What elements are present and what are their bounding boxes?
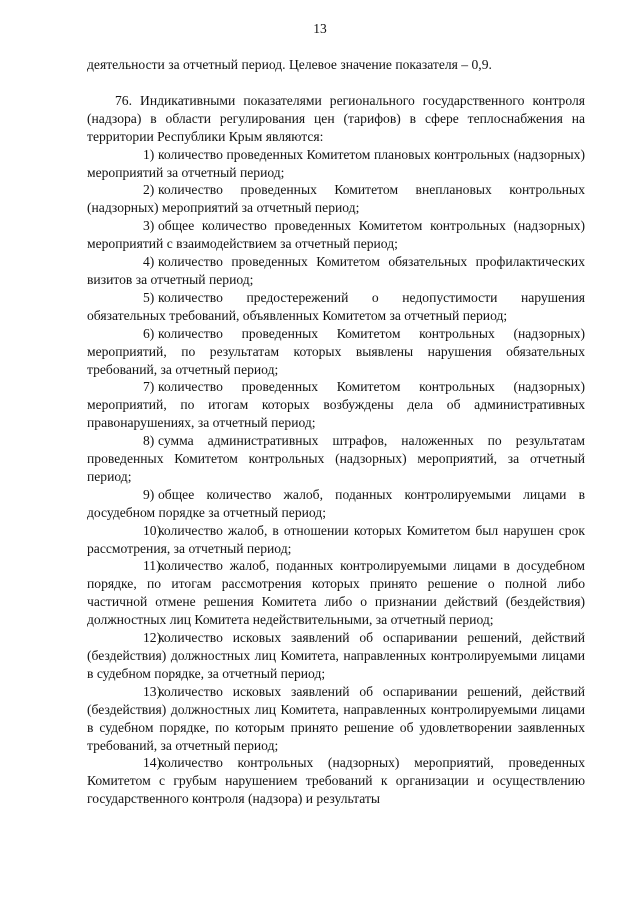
item-text: количество проведенных Комитетом внеплановых контрольных (надзорных) мероприятий за отчетный период;: [87, 182, 585, 216]
page-number: 13: [313, 21, 327, 36]
list-item: [87, 146, 585, 182]
item-text: количество исковых заявлений об оспаривании решений, действий (бездействия) должностных лиц Комитета, направленных контролируемыми лицами в судебном порядке, за отчетный период;: [87, 630, 585, 681]
list-item: [87, 217, 585, 253]
list-item: [87, 683, 585, 755]
item-number: 5): [143, 289, 155, 305]
list-item: [87, 289, 585, 325]
item-text: количество проведенных Комитетом плановых контрольных (надзорных) мероприятий за отчетный период;: [87, 146, 585, 180]
list-item: [87, 486, 585, 522]
item-number: 10): [143, 522, 162, 538]
item-number: 8): [143, 433, 155, 449]
list-item: [87, 181, 585, 217]
intro-paragraph: 76. Индикативными показателями регионального государственного контроля (надзора) в области регулирования цен (тарифов) в сфере теплоснабжения на территории Республики Крым являются:: [87, 92, 585, 144]
item-text: количество предостережений о недопустимости нарушения обязательных требований, объявленных Комитетом за отчетный период;: [87, 289, 585, 323]
item-number: 12): [143, 630, 162, 646]
list-item: [87, 522, 585, 558]
item-number: 4): [143, 254, 155, 270]
list-item: [87, 557, 585, 629]
item-text: количество проведенных Комитетом обязательных профилактических визитов за отчетный период;: [87, 254, 585, 287]
list-item: [87, 754, 585, 808]
item-number: 9): [143, 486, 155, 502]
item-number: 6): [143, 325, 155, 341]
item-text: общее количество проведенных Комитетом контрольных (надзорных) мероприятий с взаимодействием за отчетный период;: [87, 218, 585, 252]
item-number: 7): [143, 379, 155, 395]
list-item: [87, 432, 585, 486]
item-number: 2): [143, 182, 155, 198]
item-text: количество проведенных Комитетом контрольных (надзорных) мероприятий, по итогам которых возбуждены дела об административных правонарушениях, за отчетный период;: [87, 379, 585, 431]
lead-paragraph: деятельности за отчетный период. Целевое значение показателя – 0,9.: [87, 57, 492, 72]
item-text: количество проведенных Комитетом контрольных (надзорных) мероприятий, по результатам которых выявлены нарушения обязательных требований, за отчетный период;: [87, 325, 585, 377]
item-number: 3): [143, 218, 155, 234]
list-item: [87, 253, 585, 289]
item-text: количество контрольных (надзорных) мероприятий, проведенных Комитетом с грубым нарушением требований к организации и осуществлению государственного контроля (надзора) и результаты: [87, 755, 585, 807]
item-text: общее количество жалоб, поданных контролируемыми лицами в досудебном порядке за отчетный период;: [87, 486, 585, 520]
list-item: [87, 325, 585, 379]
item-text: количество исковых заявлений об оспаривании решений, действий (бездействия) должностных лиц Комитета, направленных контролируемыми лицами в судебном порядке, по которым принято решение об удовлетворении заявленных требований, за отчетный период;: [87, 683, 585, 753]
item-text: количество жалоб, поданных контролируемыми лицами в досудебном порядке, по итогам рассмотрения которых принято решение о полной либо частичной отмене решения Комитета либо о признании действий (бездействия) должностных лиц Комитета недействительными, за отчетный период;: [87, 558, 585, 628]
item-number: 13): [143, 683, 162, 699]
document-body: [87, 56, 585, 808]
list-item: [87, 629, 585, 683]
item-text: сумма административных штрафов, наложенных по результатам проведенных Комитетом контрольных (надзорных) мероприятий, за отчетный период;: [87, 433, 585, 484]
list-item: [87, 378, 585, 432]
item-text: количество жалоб, в отношении которых Комитетом был нарушен срок рассмотрения, за отчетный период;: [87, 522, 585, 556]
item-number: 1): [143, 146, 155, 162]
item-number: 14): [143, 755, 162, 771]
item-number: 11): [143, 558, 161, 574]
